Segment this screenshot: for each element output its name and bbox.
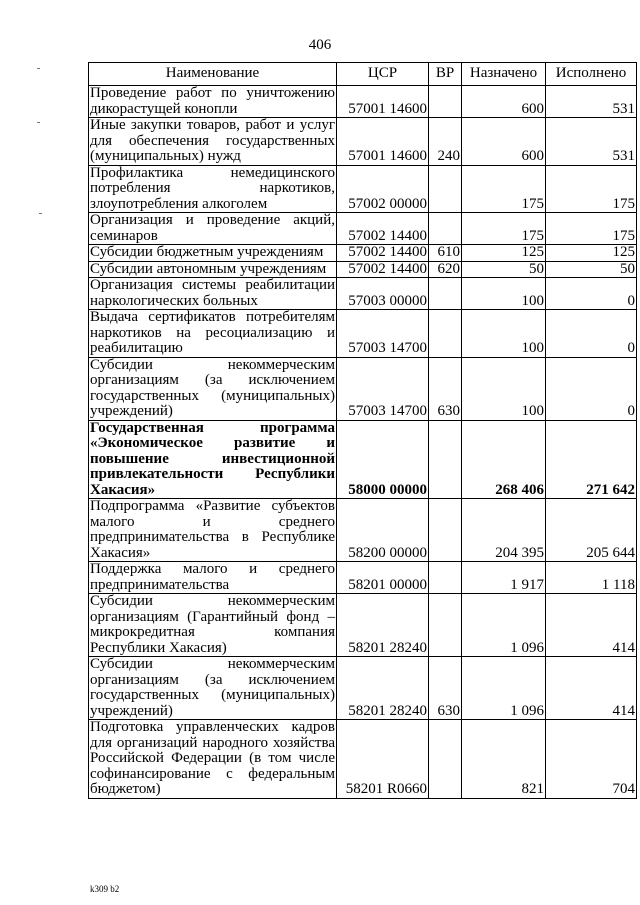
table-row	[89, 594, 637, 657]
table-row	[89, 213, 637, 245]
row-vr: 630	[429, 357, 462, 420]
row-assigned: 175	[462, 165, 546, 213]
row-executed: 175	[546, 213, 637, 245]
row-csr: 57002 14400	[337, 213, 429, 245]
row-assigned: 125	[462, 245, 546, 262]
row-vr: 610	[429, 245, 462, 262]
row-name: Государственная программа «Экономическое развитие и повышение инвестиционной привлекательности Республики Хакасия»	[90, 419, 335, 498]
row-name: Иные закупки товаров, работ и услуг для обеспечения государственных (муниципальных) нужд	[90, 117, 335, 164]
row-name: Субсидии некоммерческим организациям (за исключением государственных (муниципальных) учреждений)	[90, 656, 335, 719]
header-assigned: Назначено	[462, 63, 546, 86]
row-executed: 205 644	[546, 499, 637, 562]
row-executed: 0	[546, 310, 637, 358]
row-vr	[429, 499, 462, 562]
row-assigned: 600	[462, 118, 546, 166]
table-row	[89, 261, 637, 278]
row-assigned: 1 917	[462, 562, 546, 594]
row-executed: 50	[546, 261, 637, 278]
row-name: Выдача сертификатов потребителям наркотиков на ресоциализацию и реабилитацию	[90, 309, 335, 356]
row-name: Поддержка малого и среднего предпринимательства	[90, 561, 335, 593]
row-executed: 531	[546, 118, 637, 166]
table-row	[89, 278, 637, 310]
row-assigned: 1 096	[462, 657, 546, 720]
row-executed: 0	[546, 278, 637, 310]
row-executed: 175	[546, 165, 637, 213]
row-assigned: 268 406	[462, 420, 546, 499]
table-row	[89, 357, 637, 420]
table-row	[89, 562, 637, 594]
margin-mark	[39, 213, 42, 214]
row-csr: 58201 00000	[337, 562, 429, 594]
row-csr: 57002 14400	[337, 261, 429, 278]
row-csr: 57003 14700	[337, 357, 429, 420]
row-executed: 271 642	[546, 420, 637, 499]
row-assigned: 50	[462, 261, 546, 278]
header-executed: Исполнено	[546, 63, 637, 86]
margin-mark	[37, 68, 40, 69]
row-executed: 0	[546, 357, 637, 420]
row-assigned: 600	[462, 86, 546, 118]
row-name: Организация и проведение акций, семинаров	[90, 212, 335, 244]
row-name: Подготовка управленческих кадров для организаций народного хозяйства Российской Федерации (в том числе софинансирование с федеральным бюджетом)	[90, 719, 335, 797]
row-vr	[429, 720, 462, 799]
row-executed: 704	[546, 720, 637, 799]
table-row	[89, 245, 637, 262]
row-vr	[429, 310, 462, 358]
row-vr: 620	[429, 261, 462, 278]
row-assigned: 1 096	[462, 594, 546, 657]
row-csr: 58000 00000	[337, 420, 429, 499]
row-vr	[429, 213, 462, 245]
row-csr: 58201 28240	[337, 657, 429, 720]
row-name: Подпрограмма «Развитие субъектов малого и среднего предпринимательства в Республике Хакасия»	[90, 498, 335, 561]
header-vr: ВР	[429, 63, 462, 86]
row-name: Профилактика немедицинского потребления наркотиков, злоупотребления алкоголем	[90, 164, 335, 212]
row-csr: 58201 28240	[337, 594, 429, 657]
budget-table	[88, 62, 637, 799]
row-executed: 125	[546, 245, 637, 262]
table-header-row	[89, 63, 637, 86]
page-number: 406	[308, 37, 332, 53]
row-assigned: 100	[462, 310, 546, 358]
row-executed: 414	[546, 657, 637, 720]
row-vr	[429, 165, 462, 213]
page-footer: k309 b2	[90, 884, 120, 894]
row-vr	[429, 420, 462, 499]
row-assigned: 100	[462, 278, 546, 310]
table-row	[89, 420, 637, 499]
row-assigned: 175	[462, 213, 546, 245]
row-vr: 240	[429, 118, 462, 166]
header-csr: ЦСР	[337, 63, 429, 86]
table-row	[89, 86, 637, 118]
row-name: Субсидии некоммерческим организациям (за исключением государственных (муниципальных) учреждений)	[90, 356, 335, 419]
row-assigned: 100	[462, 357, 546, 420]
table-row	[89, 310, 637, 358]
row-csr: 58200 00000	[337, 499, 429, 562]
row-executed: 414	[546, 594, 637, 657]
row-executed: 531	[546, 86, 637, 118]
row-csr: 57001 14600	[337, 86, 429, 118]
row-csr: 57002 00000	[337, 165, 429, 213]
table-row	[89, 165, 637, 213]
margin-mark	[37, 122, 40, 123]
table-row	[89, 499, 637, 562]
row-name: Субсидии некоммерческим организациям (Гарантийный фонд – микрокредитная компания Республики Хакасия)	[90, 593, 335, 656]
row-assigned: 204 395	[462, 499, 546, 562]
row-name: Субсидии автономным учреждениям	[89, 261, 337, 278]
row-csr: 57003 00000	[337, 278, 429, 310]
row-csr: 57002 14400	[337, 245, 429, 262]
row-name: Проведение работ по уничтожению дикорастущей конопли	[90, 85, 335, 117]
row-vr: 630	[429, 657, 462, 720]
table-row	[89, 118, 637, 166]
row-vr	[429, 594, 462, 657]
row-vr	[429, 278, 462, 310]
row-name: Субсидии бюджетным учреждениям	[89, 245, 337, 262]
row-csr: 57003 14700	[337, 310, 429, 358]
table-row	[89, 657, 637, 720]
row-name: Организация системы реабилитации наркологических больных	[90, 277, 335, 309]
row-assigned: 821	[462, 720, 546, 799]
row-vr	[429, 562, 462, 594]
row-csr: 58201 R0660	[337, 720, 429, 799]
header-name: Наименование	[89, 63, 337, 86]
table-row	[89, 720, 637, 799]
row-csr: 57001 14600	[337, 118, 429, 166]
row-vr	[429, 86, 462, 118]
row-executed: 1 118	[546, 562, 637, 594]
